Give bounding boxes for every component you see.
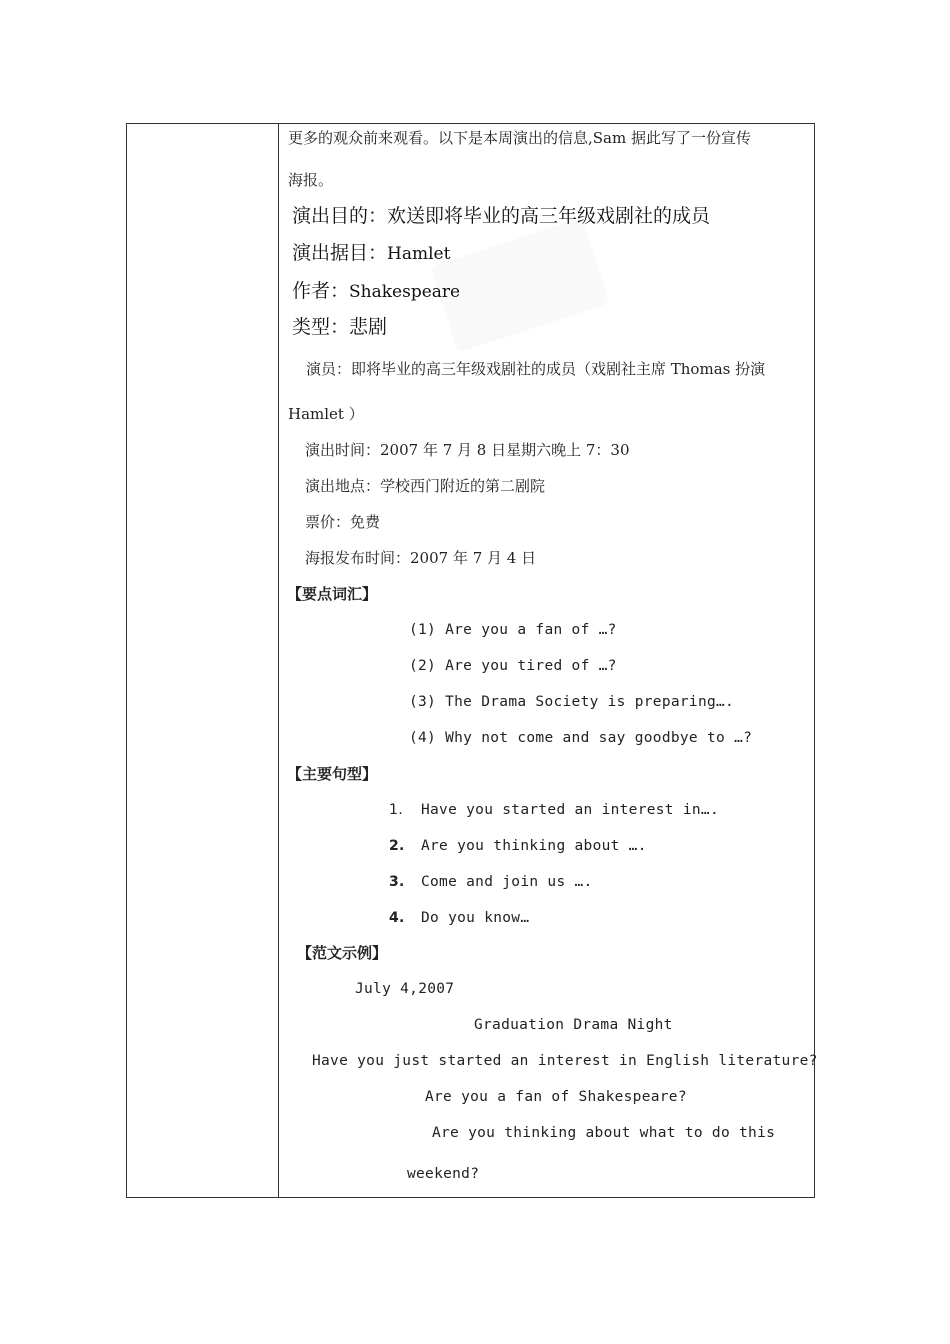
vocab-heading: 【要点词汇】 [287, 585, 378, 603]
sample-line-1: Have you just started an interest in English literature? [312, 1053, 818, 1069]
sentence-text: Have you started an interest in…. [421, 802, 719, 818]
genre-line: 类型：悲剧 [292, 316, 388, 338]
ticket-price: 票价：免费 [305, 513, 381, 531]
sentence-text: Do you know… [421, 910, 530, 926]
vocab-item-4: (4) Why not come and say goodbye to …? [409, 730, 753, 746]
sentence-heading: 【主要句型】 [287, 765, 378, 783]
author-value: Shakespeare [349, 282, 461, 302]
sentence-number: 2. [389, 838, 405, 854]
play-line [292, 241, 450, 266]
sample-line-2: Are you a fan of Shakespeare? [425, 1089, 687, 1105]
sample-date: July 4,2007 [355, 981, 455, 997]
sample-line-3: Are you thinking about what to do this [432, 1125, 776, 1141]
actors-line-2: Hamlet ） [288, 405, 364, 423]
table-column-divider [278, 123, 279, 1198]
author-line [292, 279, 460, 304]
performance-place: 演出地点：学校西门附近的第二剧院 [305, 477, 546, 495]
vocab-item-3: (3) The Drama Society is preparing…. [409, 694, 735, 710]
sample-line-4: weekend? [407, 1166, 480, 1182]
intro-line-1: 更多的观众前来观看。以下是本周演出的信息,Sam 据此写了一份宣传 [288, 129, 751, 147]
sentence-number: 4. [389, 910, 405, 926]
sentence-text: Are you thinking about …. [421, 838, 647, 854]
sentence-item-2 [389, 836, 647, 856]
sample-title: Graduation Drama Night [474, 1017, 673, 1033]
sentence-number: 3. [389, 874, 405, 890]
sentence-number: 1. [389, 802, 403, 818]
intro-line-2: 海报。 [288, 171, 334, 189]
actors-line-1: 演员：即将毕业的高三年级戏剧社的成员（戏剧社主席 Thomas 扮演 [306, 360, 766, 378]
performance-purpose: 演出目的：欢送即将毕业的高三年级戏剧社的成员 [292, 205, 711, 227]
sentence-text: Come and join us …. [421, 874, 593, 890]
vocab-item-2: (2) Are you tired of …? [409, 658, 617, 674]
poster-release-time: 海报发布时间：2007 年 7 月 4 日 [305, 549, 537, 567]
performance-time: 演出时间：2007 年 7 月 8 日星期六晚上 7：30 [305, 441, 630, 459]
sentence-item-3 [389, 872, 593, 892]
author-label: 作者： [292, 280, 350, 302]
sentence-item-4 [389, 908, 529, 928]
play-label: 演出据目： [292, 242, 388, 264]
play-value: Hamlet [387, 244, 451, 264]
sample-heading: 【范文示例】 [297, 944, 388, 962]
sentence-item-1 [389, 800, 719, 820]
vocab-item-1: (1) Are you a fan of …? [409, 622, 617, 638]
